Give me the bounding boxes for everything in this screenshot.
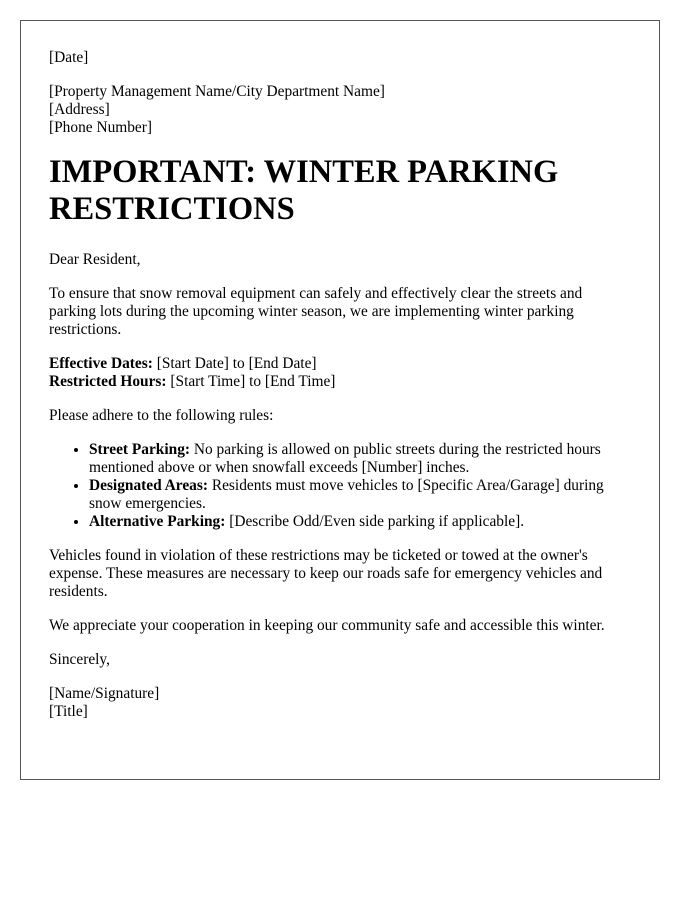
closing: Sincerely,	[49, 651, 110, 668]
rules-intro: Please adhere to the following rules:	[49, 407, 274, 424]
sender-phone: [Phone Number]	[49, 119, 153, 136]
restricted-hours-label: Restricted Hours:	[49, 373, 167, 390]
sender-address: [Address]	[49, 101, 110, 118]
signature-name: [Name/Signature]	[49, 685, 160, 702]
rule-text: [Describe Odd/Even side parking if applicable].	[225, 513, 525, 530]
rules-list	[49, 441, 631, 531]
rule-label: Alternative Parking:	[89, 513, 226, 530]
effective-dates-label: Effective Dates:	[49, 355, 153, 372]
restricted-hours-value: [Start Time] to [End Time]	[166, 373, 336, 390]
sender-name: [Property Management Name/City Department Name]	[49, 83, 385, 100]
effective-dates-line	[49, 355, 631, 373]
signer-title: [Title]	[49, 703, 88, 720]
intro-paragraph: To ensure that snow removal equipment can safely and effectively clear the streets and parking lots during the upcoming winter season, we are implementing winter parking restrictions.	[49, 285, 583, 338]
rule-item-street-parking	[89, 441, 631, 477]
sender-block	[49, 83, 631, 137]
rule-item-alternative-parking	[89, 513, 631, 531]
restricted-hours-line	[49, 373, 631, 391]
letter-date: [Date]	[49, 49, 89, 66]
rule-text: Residents must move vehicles to [Specific Area/Garage] during snow emergencies.	[89, 477, 604, 512]
letter-page	[20, 20, 660, 780]
appreciation-paragraph: We appreciate your cooperation in keeping our community safe and accessible this winter.	[49, 617, 605, 634]
effective-dates-value: [Start Date] to [End Date]	[152, 355, 317, 372]
restriction-dates-block	[49, 355, 631, 391]
rule-label: Designated Areas:	[89, 477, 208, 494]
signature-block	[49, 685, 631, 721]
rule-label: Street Parking:	[89, 441, 191, 458]
rule-item-designated-areas	[89, 477, 631, 513]
violation-paragraph: Vehicles found in violation of these restrictions may be ticketed or towed at the owner's expense. These measures are necessary to keep our roads safe for emergency vehicles and residents.	[49, 547, 603, 600]
salutation: Dear Resident,	[49, 251, 141, 268]
letter-title: IMPORTANT: WINTER PARKING RESTRICTIONS	[49, 154, 559, 227]
rule-text: No parking is allowed on public streets during the restricted hours mentioned above or when snowfall exceeds [Number] inches.	[89, 441, 601, 476]
